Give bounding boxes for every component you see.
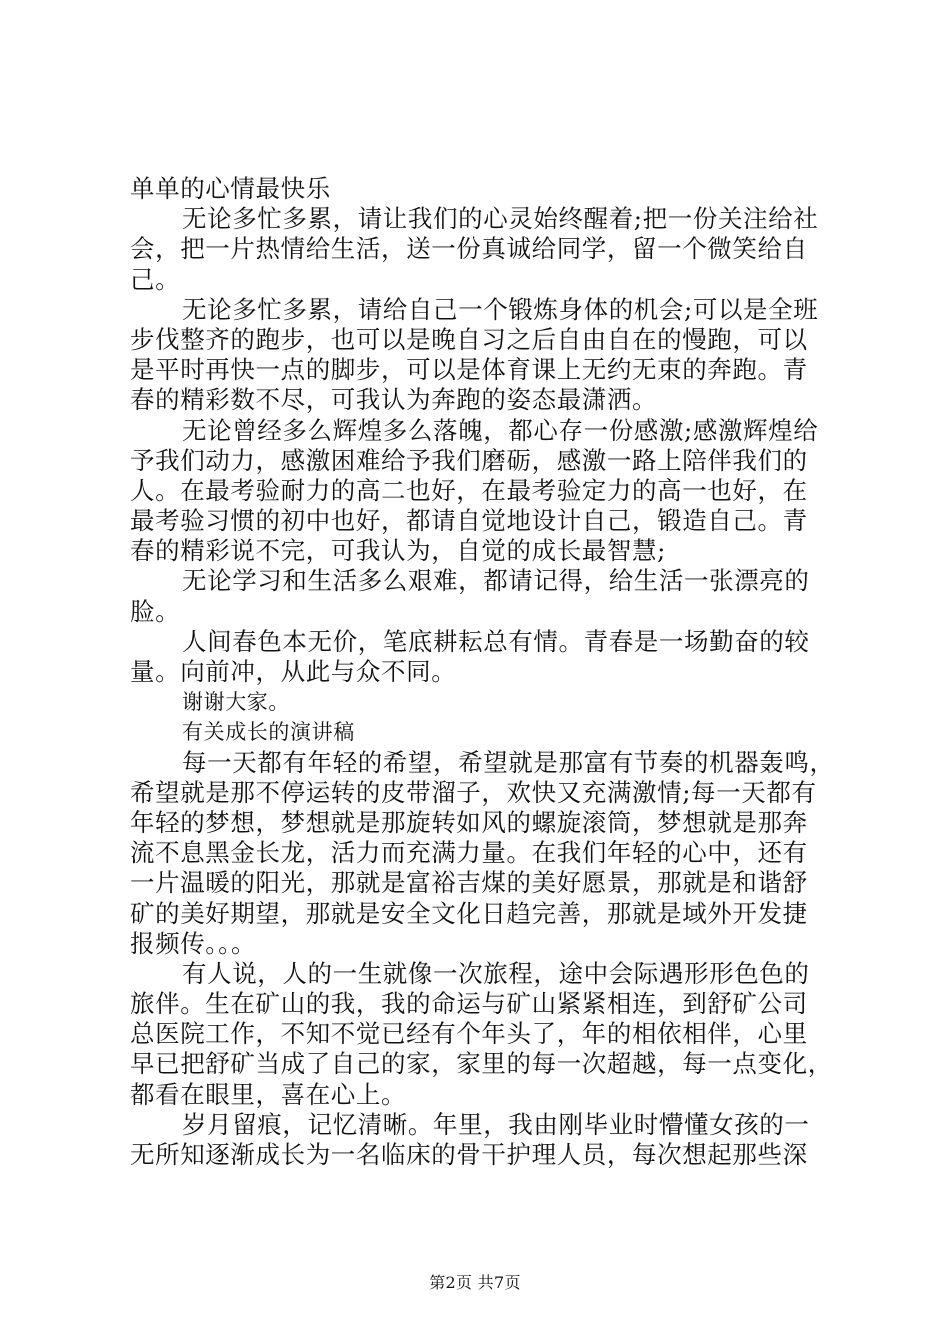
- text-line: 早已把舒矿当成了自己的家，家里的每一次超越，每一点变化，: [130, 1049, 833, 1079]
- text-line: 步伐整齐的跑步，也可以是晚自习之后自由自在的慢跑，可以: [130, 324, 808, 354]
- text-line: 报频传。。。: [130, 928, 257, 958]
- text-line: 年轻的梦想，梦想就是那旋转如风的螺旋滚筒，梦想就是那奔: [130, 807, 808, 837]
- text-line: 无论多忙多累，请让我们的心灵始终醒着;把一份关注给社: [182, 204, 819, 234]
- page-footer: 第2页 共7页: [429, 1273, 521, 1292]
- text-line: 己。: [130, 264, 181, 294]
- text-line: 最考验习惯的初中也好，都请自觉地设计自己，锻造自己。青: [130, 506, 808, 536]
- text-line: 脸。: [130, 596, 181, 626]
- text-line: 旅伴。生在矿山的我，我的命运与矿山紧紧相连，到舒矿公司: [130, 989, 808, 1019]
- text-line: 希望就是那不停运转的皮带溜子，欢快又充满激情;每一天都有: [130, 777, 817, 807]
- text-line: 都看在眼里，喜在心上。: [130, 1079, 407, 1109]
- text-line: 量。向前冲，从此与众不同。: [130, 657, 457, 686]
- text-line: 岁月留痕，记忆清晰。年里，我由刚毕业时懵懂女孩的一: [182, 1109, 810, 1139]
- text-line: 每一天都有年轻的希望，希望就是那富有节奏的机器轰鸣，: [182, 747, 835, 777]
- text-line: 有人说，人的一生就像一次旅程，途中会际遇形形色色的: [182, 958, 810, 988]
- text-line: 予我们动力，感激困难给予我们磨砺，感激一路上陪伴我们的: [130, 445, 808, 475]
- text-line: 流不息黑金长龙，活力而充满力量。在我们年轻的心中，还有: [130, 838, 808, 868]
- text-line: 总医院工作，不知不觉已经有个年头了，年的相依相伴，心里: [130, 1019, 808, 1049]
- text-line: 会，把一片热情给生活，送一份真诚给同学，留一个微笑给自: [130, 234, 808, 264]
- text-line: 一片温暖的阳光，那就是富裕吉煤的美好愿景，那就是和谐舒: [130, 868, 808, 898]
- text-line: 无论曾经多么辉煌多么落魄，都心存一份感激;感激辉煌给: [182, 415, 819, 445]
- text-line: 人。在最考验耐力的高二也好，在最考验定力的高一也好，在: [130, 475, 808, 505]
- text-line: 单单的心情最快乐: [130, 174, 331, 203]
- text-line: 是平时再快一点的脚步，可以是体育课上无约无束的奔跑。青: [130, 355, 808, 385]
- text-line: 谢谢大家。: [182, 690, 290, 715]
- text-line: 人间春色本无价，笔底耕耘总有情。青春是一场勤奋的较: [182, 626, 810, 656]
- text-line: 春的精彩数不尽，可我认为奔跑的姿态最潇洒。: [130, 385, 658, 415]
- text-line: 无论多忙多累，请给自己一个锻炼身体的机会;可以是全班: [182, 294, 819, 324]
- text-line: 无论学习和生活多么艰难，都请记得，给生活一张漂亮的: [182, 566, 810, 596]
- text-line: 春的精彩说不完，可我认为，自觉的成长最智慧;: [130, 536, 666, 566]
- text-line: 有关成长的演讲稿: [182, 720, 355, 745]
- text-line: 无所知逐渐成长为一名临床的骨干护理人员，每次想起那些深: [130, 1140, 808, 1169]
- document-body: [130, 174, 835, 1170]
- text-line: 矿的美好期望，那就是安全文化日趋完善，那就是域外开发捷: [130, 898, 808, 928]
